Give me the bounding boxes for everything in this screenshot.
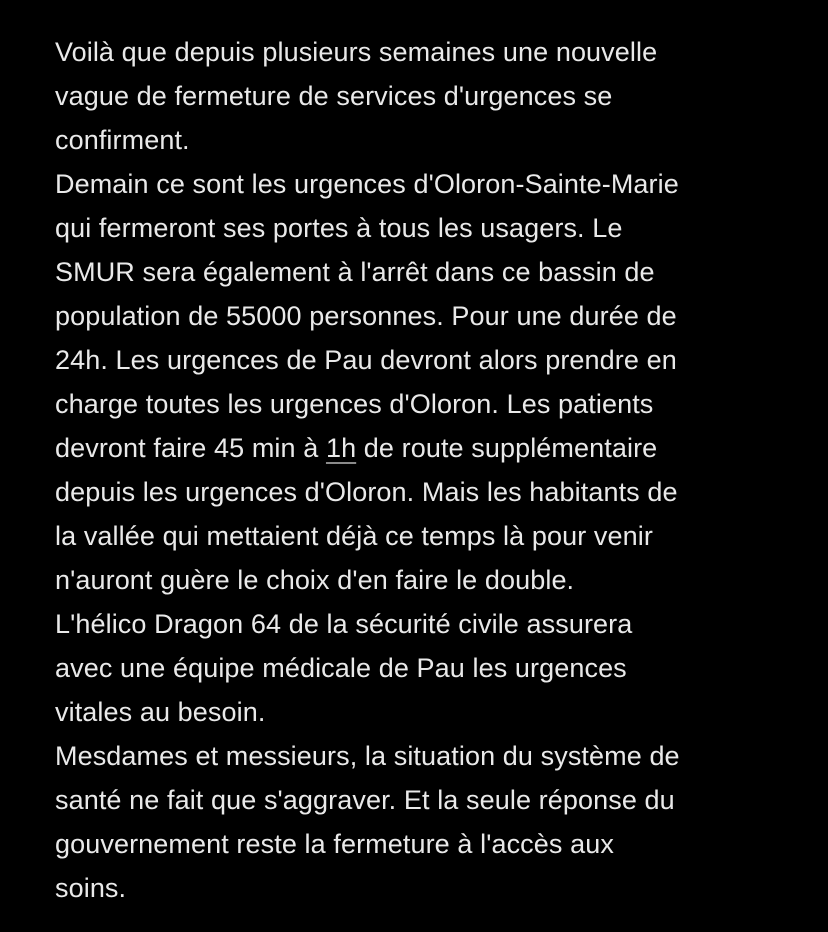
- note-line: charge toutes les urgences d'Oloron. Les patients: [55, 389, 654, 419]
- note-line: vitales au besoin.: [55, 697, 266, 727]
- note-line: la vallée qui mettaient déjà ce temps là pour venir: [55, 521, 653, 551]
- detected-time-link[interactable]: 1h: [325, 433, 357, 463]
- note-line: depuis les urgences d'Oloron. Mais les habitants de: [55, 477, 678, 507]
- note-line: vague de fermeture de services d'urgences se: [55, 81, 613, 111]
- note-line: Voilà que depuis plusieurs semaines une nouvelle: [55, 37, 658, 67]
- note-line: population de 55000 personnes. Pour une durée de: [55, 301, 677, 331]
- note-line: gouvernement reste la fermeture à l'accès aux: [55, 829, 614, 859]
- note-line: avec une équipe médicale de Pau les urgences: [55, 653, 627, 683]
- note-text-body: [55, 30, 795, 910]
- note-line: Demain ce sont les urgences d'Oloron-Sainte-Marie: [55, 169, 679, 199]
- note-line: soins.: [55, 873, 127, 903]
- note-line: qui fermeront ses portes à tous les usagers. Le: [55, 213, 623, 243]
- note-line: santé ne fait que s'aggraver. Et la seule réponse du: [55, 785, 675, 815]
- note-line: Mesdames et messieurs, la situation du système de: [55, 741, 680, 771]
- note-line-text-after: de route supplémentaire: [356, 433, 658, 463]
- note-line-text-before: devront faire 45 min à: [55, 433, 326, 463]
- note-line: n'auront guère le choix d'en faire le double.: [55, 565, 575, 595]
- note-line: confirment.: [55, 125, 190, 155]
- note-line-with-detected-time: [55, 426, 795, 470]
- note-line: SMUR sera également à l'arrêt dans ce bassin de: [55, 257, 655, 287]
- note-line: L'hélico Dragon 64 de la sécurité civile assurera: [55, 609, 633, 639]
- note-line: 24h. Les urgences de Pau devront alors prendre en: [55, 345, 677, 375]
